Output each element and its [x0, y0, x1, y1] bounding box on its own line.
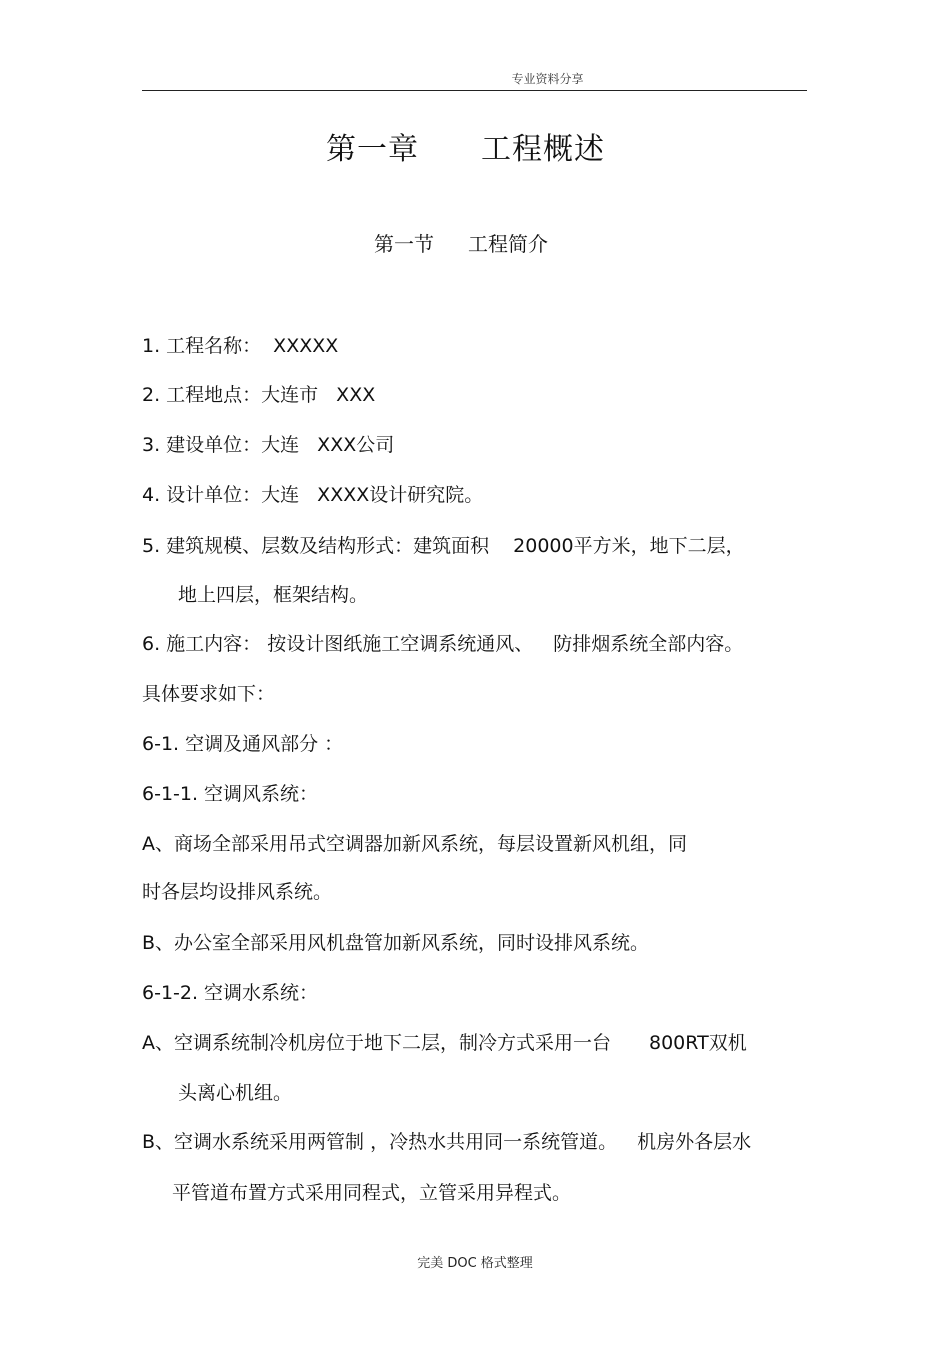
chapter-title [326, 124, 605, 168]
item-project-location: 2. 工程地点：大连市 XXX [142, 384, 376, 406]
header-divider [142, 90, 807, 91]
item-project-name: 1. 工程名称： XXXXX [142, 335, 339, 357]
section-name: 工程简介 [468, 232, 548, 256]
subsection-6-1: 6-1. 空调及通风部分 ： [142, 733, 344, 755]
section-number: 第一节 [374, 232, 434, 256]
subsection-6-1-2: 6-1-2. 空调水系统： [142, 982, 319, 1004]
item-scope-line1: 6. 施工内容： 按设计图纸施工空调系统通风、 防排烟系统全部内容。 [142, 633, 744, 655]
para-a1-line1: A、商场全部采用吊式空调器加新风系统，每层设置新风机组，同 [142, 833, 687, 855]
item-owner: 3. 建设单位：大连 XXX公司 [142, 434, 395, 456]
page-footer: 完美 DOC 格式整理 [417, 1256, 533, 1271]
item-scale-line1: 5. 建筑规模、层数及结构形式：建筑面积 20000平方米，地下二层， [142, 535, 745, 557]
chapter-number: 第一章 [326, 132, 419, 167]
para-a2-line1: A、空调系统制冷机房位于地下二层，制冷方式采用一台 800RT双机 [142, 1032, 747, 1054]
subsection-6-1-1: 6-1-1. 空调风系统： [142, 783, 319, 805]
para-a1-line2: 时各层均设排风系统。 [142, 881, 333, 903]
section-title [374, 228, 548, 257]
item-scale-line2: 地上四层，框架结构。 [178, 584, 369, 606]
para-b1: B、办公室全部采用风机盘管加新风系统，同时设排风系统。 [142, 932, 650, 954]
item-designer: 4. 设计单位：大连 XXXX设计研究院。 [142, 484, 484, 506]
item-scope-line2: 具体要求如下： [142, 683, 276, 705]
chapter-name: 工程概述 [481, 132, 605, 167]
para-a2-line2: 头离心机组。 [178, 1082, 293, 1104]
para-b2-line2: 平管道布置方式采用同程式，立管采用异程式。 [172, 1182, 572, 1204]
page-header: 专业资料分享 [511, 72, 584, 86]
para-b2-line1: B、空调水系统采用两管制 ，冷热水共用同一系统管道。 机房外各层水 [142, 1131, 752, 1153]
